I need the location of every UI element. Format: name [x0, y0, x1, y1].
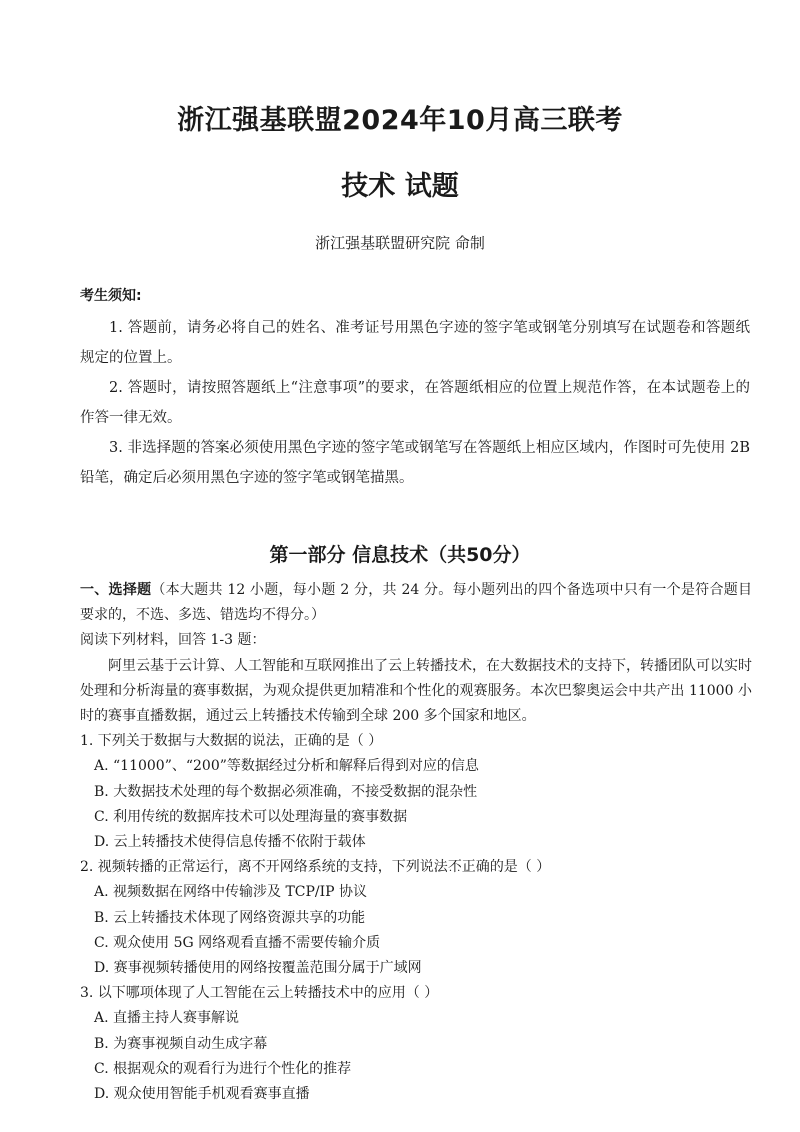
question-3-stem: 3. 以下哪项体现了人工智能在云上转播技术中的应用（ ）: [80, 985, 439, 1002]
reading-prompt: 阅读下列材料，回答 1-3 题：: [80, 632, 266, 649]
section-label: 一、选择题: [80, 582, 152, 598]
question-1-option: B. 大数据技术处理的每个数据必须准确，不接受数据的混杂性: [94, 783, 478, 800]
reading-passage: 阿里云基于云计算、人工智能和互联网推出了云上转播技术，在大数据技术的支持下，转播团队可以实时处理和分析海量的赛事数据，为观众提供更加精准和个性化的观赛服务。本次巴黎奥运会中共产出 11000 小时的赛事直播数据，通过云上转播技术传输到全球 200 多个国家和地区。: [80, 657, 752, 725]
question-2-stem-after: 的是（ ）: [489, 859, 551, 876]
question-2-stem-before: 2. 视频转播的正常运行，离不开网络系统的支持，下列说法: [80, 859, 448, 876]
question-3-option: D. 观众使用智能手机观看赛事直播: [94, 1086, 310, 1103]
question-2-option: D. 赛事视频转播使用的网络按覆盖范围分属于广域网: [94, 960, 422, 977]
exam-author: 浙江强基联盟研究院 命制: [315, 234, 485, 252]
question-1-option: A. “11000”、“200”等数据经过分析和解释后得到对应的信息: [94, 758, 479, 775]
notice-item: 1. 答题前，请务必将自己的姓名、准考证号用黑色字迹的签字笔或钢笔分别填写在试题卷和答题纸规定的位置上。: [80, 320, 750, 366]
question-2-emphasis: 不正确 · · ·: [448, 859, 490, 875]
question-1-option: D. 云上转播技术使得信息传播不依附于载体: [94, 834, 366, 851]
question-3-options: [80, 1006, 752, 1107]
notice-item: 3. 非选择题的答案必须使用黑色字迹的签字笔或钢笔写在答题纸上相应区域内，作图时可先使用 2B 铅笔，确定后必须用黑色字迹的签字笔或钢笔描黑。: [80, 440, 750, 486]
question-2-option: A. 视频数据在网络中传输涉及 TCP/IP 协议: [94, 884, 368, 901]
section-description: （本大题共 12 小题，每小题 2 分，共 24 分。每小题列出的四个备选项中只有一个是符合题目要求的，不选、多选、错选均不得分。）: [80, 582, 752, 624]
question-section: [80, 578, 752, 1107]
candidate-notice: [80, 283, 750, 493]
question-2-option: C. 观众使用 5G 网络观看直播不需要传输介质: [94, 934, 381, 951]
notice-item: 2. 答题时，请按照答题纸上“注意事项”的要求，在答题纸相应的位置上规范作答，在本试题卷上的作答一律无效。: [80, 380, 750, 426]
exam-title: 浙江强基联盟2024年10月高三联考: [177, 105, 623, 136]
question-1-stem: 1. 下列关于数据与大数据的说法，正确的是（ ）: [80, 733, 383, 750]
exam-subject: 技术 试题: [341, 171, 459, 202]
question-1-option: C. 利用传统的数据库技术可以处理海量的赛事数据: [94, 808, 408, 825]
section-heading: [80, 578, 752, 628]
question-2-option: B. 云上转播技术体现了网络资源共享的功能: [94, 909, 366, 926]
question-3-option: A. 直播主持人赛事解说: [94, 1010, 240, 1027]
part-heading: 第一部分 信息技术（共50分）: [269, 544, 531, 566]
notice-title: 考生须知:: [80, 288, 142, 304]
question-2-stem: [80, 855, 752, 880]
question-3-option: C. 根据观众的观看行为进行个性化的推荐: [94, 1060, 352, 1077]
question-3-option: B. 为赛事视频自动生成字幕: [94, 1035, 268, 1052]
